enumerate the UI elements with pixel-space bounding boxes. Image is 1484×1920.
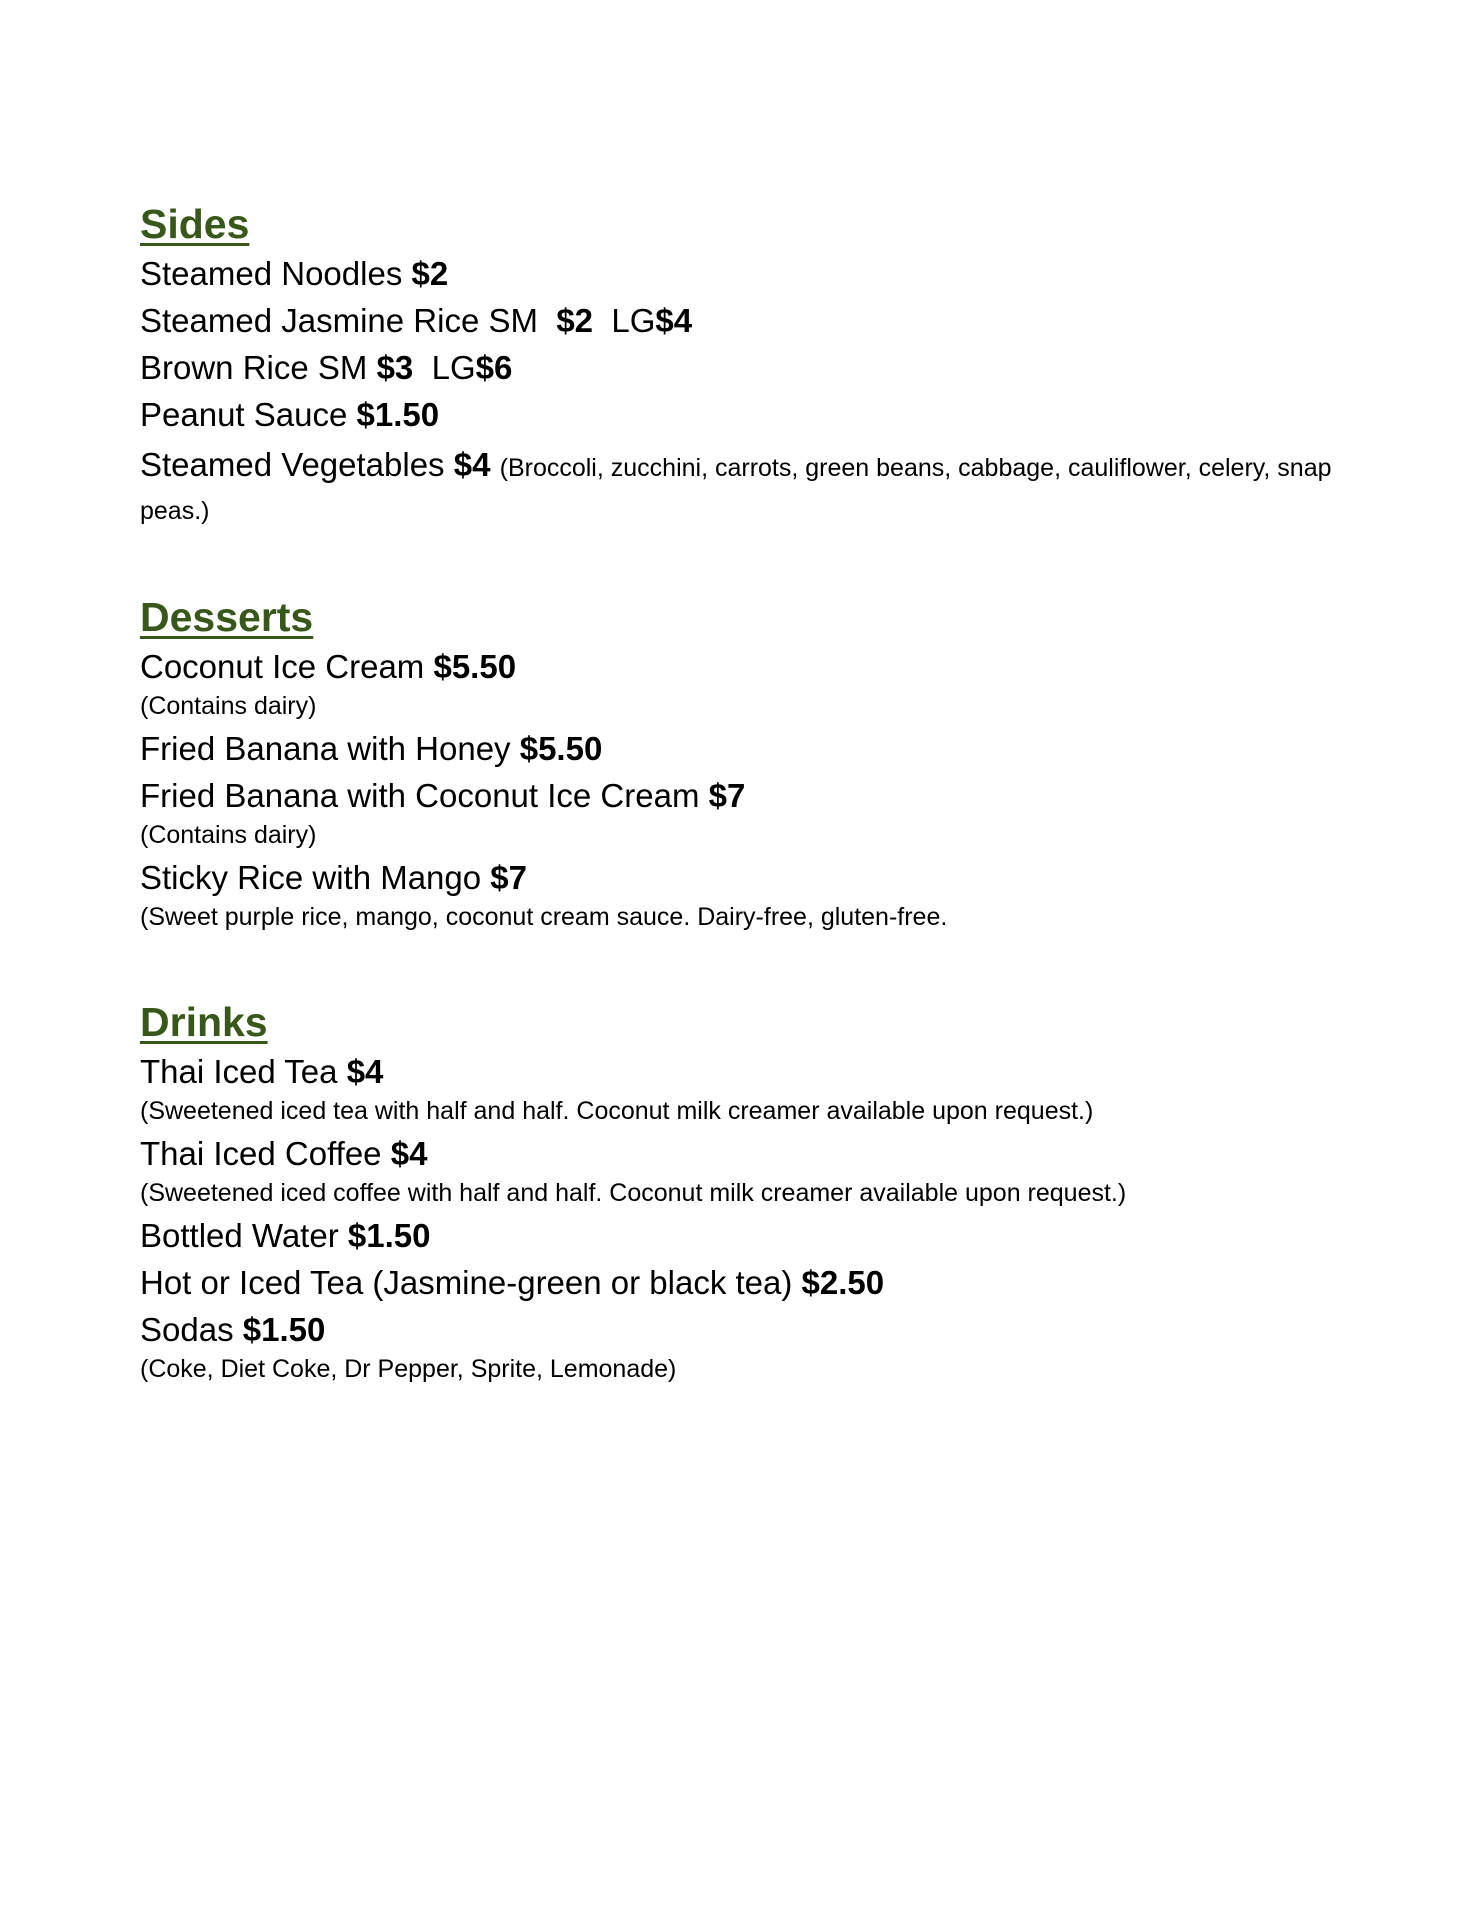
item-note: (Contains dairy) <box>140 692 317 720</box>
item-note: (Sweetened iced tea with half and half. Coconut milk creamer available upon request.) <box>140 1097 1094 1125</box>
item-price: $2 <box>411 255 449 292</box>
menu-item <box>140 643 1360 690</box>
item-note: (Sweet purple rice, mango, coconut cream sauce. Dairy-free, gluten-free. <box>140 903 948 931</box>
menu-item <box>140 854 1360 901</box>
menu-item-brown-rice <box>140 344 1360 391</box>
desserts-section <box>140 593 1360 936</box>
item-name: Steamed Vegetables <box>140 446 445 483</box>
item-price: $4 <box>453 446 491 483</box>
item-price: $5.50 <box>433 648 517 685</box>
item-price-small: $2 <box>556 302 594 339</box>
item-price-large: $4 <box>655 302 693 339</box>
item-name: Sticky Rice with Mango <box>140 859 482 896</box>
item-price: $5.50 <box>519 730 603 767</box>
item-name: Brown Rice SM <box>140 349 368 386</box>
item-note: (Contains dairy) <box>140 821 317 849</box>
item-price: $1.50 <box>356 396 440 433</box>
item-note: (Broccoli, zucchini, carrots, green beans, cabbage, cauliflower, celery, snap peas.) <box>140 454 1332 525</box>
item-price: $1.50 <box>242 1311 326 1348</box>
menu-item-steamed-vegetables <box>140 445 1360 531</box>
drinks-heading: Drinks <box>140 999 268 1045</box>
item-size-large-label: LG <box>611 302 656 339</box>
item-note: (Sweetened iced coffee with half and half. Coconut milk creamer available upon request.) <box>140 1179 1127 1207</box>
menu-item <box>140 1048 1360 1095</box>
item-name: Coconut Ice Cream <box>140 648 425 685</box>
menu-item <box>140 772 1360 819</box>
item-name: Thai Iced Tea <box>140 1053 338 1090</box>
item-name: Sodas <box>140 1311 234 1348</box>
item-price: $1.50 <box>347 1217 431 1254</box>
item-price-small: $3 <box>376 349 414 386</box>
item-name: Thai Iced Coffee <box>140 1135 382 1172</box>
sides-section <box>140 200 1360 531</box>
desserts-heading: Desserts <box>140 594 314 640</box>
menu-item <box>140 1130 1360 1177</box>
menu-item-steamed-noodles <box>140 250 1360 297</box>
menu-item-peanut-sauce <box>140 391 1360 438</box>
item-price: $4 <box>390 1135 428 1172</box>
menu-item <box>140 725 1360 772</box>
menu-item-steamed-jasmine-rice <box>140 297 1360 344</box>
menu-item <box>140 1306 1360 1353</box>
item-name: Hot or Iced Tea (Jasmine-green or black tea) <box>140 1264 793 1301</box>
item-name: Fried Banana with Coconut Ice Cream <box>140 777 700 814</box>
item-note: (Coke, Diet Coke, Dr Pepper, Sprite, Lemonade) <box>140 1355 677 1383</box>
item-name: Steamed Jasmine Rice SM <box>140 302 538 339</box>
sides-heading: Sides <box>140 201 250 247</box>
menu-item <box>140 1259 1360 1306</box>
item-size-large-label: LG <box>431 349 476 386</box>
item-price: $4 <box>346 1053 384 1090</box>
drinks-section <box>140 998 1360 1388</box>
item-name: Peanut Sauce <box>140 396 348 433</box>
item-name: Bottled Water <box>140 1217 339 1254</box>
item-name: Fried Banana with Honey <box>140 730 511 767</box>
item-name: Steamed Noodles <box>140 255 403 292</box>
item-price: $7 <box>708 777 746 814</box>
item-price: $7 <box>490 859 528 896</box>
item-price-large: $6 <box>475 349 513 386</box>
menu-item <box>140 1212 1360 1259</box>
menu-page <box>140 200 1360 1388</box>
item-price: $2.50 <box>801 1264 885 1301</box>
